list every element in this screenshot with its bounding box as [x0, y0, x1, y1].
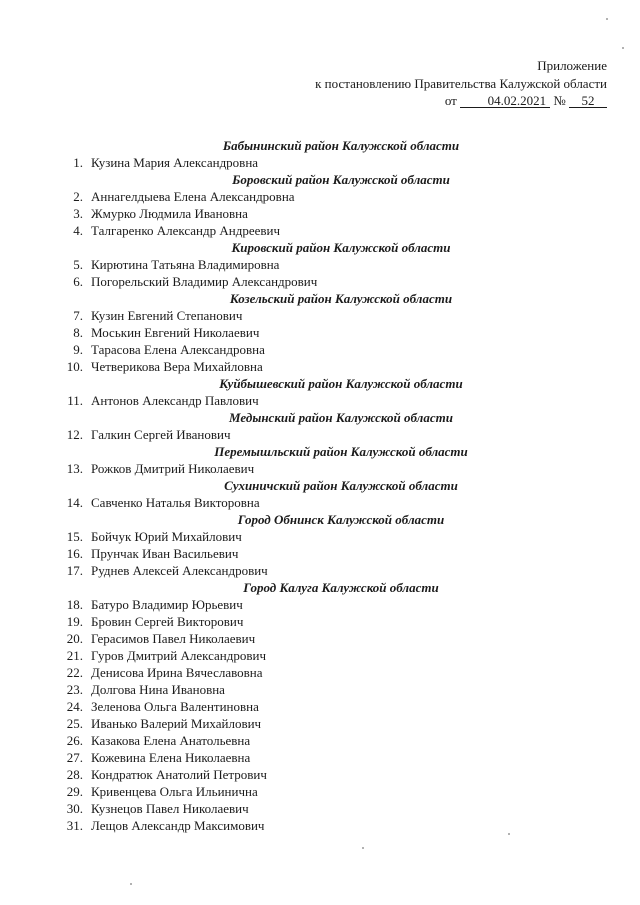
list-item [0, 647, 640, 664]
person-name: Аннагелдыева Елена Александровна [91, 189, 295, 204]
list-item [0, 341, 640, 358]
list-item [0, 562, 640, 579]
list-item [0, 681, 640, 698]
number-label: № [553, 93, 566, 108]
item-number: 29. [66, 784, 83, 799]
item-number: 23. [66, 682, 83, 697]
item-number: 26. [66, 733, 83, 748]
list-item [0, 392, 640, 409]
item-number: 8. [73, 325, 83, 340]
person-name: Бровин Сергей Викторович [91, 614, 244, 629]
item-number: 5. [73, 257, 83, 272]
list-item [0, 426, 640, 443]
scan-speck [606, 18, 608, 20]
district-heading: Куйбышевский район Калужской области [219, 376, 463, 391]
item-number: 11. [67, 393, 83, 408]
list-item [0, 154, 640, 171]
person-name: Погорельский Владимир Александрович [91, 274, 318, 289]
item-number: 6. [73, 274, 83, 289]
list-item [0, 528, 640, 545]
district-heading: Медынский район Калужской области [229, 410, 453, 425]
scan-speck [622, 47, 624, 49]
list-item [0, 307, 640, 324]
list-item [0, 324, 640, 341]
person-name: Зеленова Ольга Валентиновна [91, 699, 259, 714]
nominee-list [0, 137, 640, 834]
district-heading: Козельский район Калужской области [229, 291, 453, 306]
person-name: Тарасова Елена Александровна [91, 342, 265, 357]
document-number: 52 [569, 95, 607, 108]
list-item [0, 545, 640, 562]
person-name: Руднев Алексей Александрович [91, 563, 268, 578]
item-number: 27. [66, 750, 83, 765]
list-item [0, 749, 640, 766]
person-name: Галкин Сергей Иванович [91, 427, 231, 442]
person-name: Жмурко Людмила Ивановна [91, 206, 248, 221]
person-name: Кузина Мария Александровна [91, 155, 259, 170]
list-item [0, 783, 640, 800]
item-number: 31. [66, 818, 83, 833]
list-item [0, 766, 640, 783]
item-number: 22. [66, 665, 83, 680]
scan-speck [362, 847, 364, 849]
scan-speck [130, 883, 132, 885]
list-item [0, 596, 640, 613]
item-number: 18. [66, 597, 83, 612]
item-number: 9. [73, 342, 83, 357]
from-label: от [444, 93, 457, 108]
item-number: 17. [66, 563, 83, 578]
person-name: Кожевина Елена Николаевна [91, 750, 251, 765]
list-item [0, 273, 640, 290]
item-number: 28. [66, 767, 83, 782]
person-name: Батуро Владимир Юрьевич [91, 597, 243, 612]
list-item [0, 494, 640, 511]
item-number: 19. [66, 614, 83, 629]
person-name: Кривенцева Ольга Ильинична [91, 784, 258, 799]
person-name: Талгаренко Александр Андреевич [91, 223, 281, 238]
person-name: Рожков Дмитрий Николаевич [91, 461, 255, 476]
item-number: 2. [73, 189, 83, 204]
person-name: Прунчак Иван Васильевич [91, 546, 239, 561]
person-name: Кузнецов Павел Николаевич [91, 801, 249, 816]
document-date: 04.02.2021 [460, 95, 550, 108]
list-item [0, 205, 640, 222]
person-name: Долгова Нина Ивановна [91, 682, 225, 697]
person-name: Иванько Валерий Михайлович [91, 716, 262, 731]
list-item [0, 222, 640, 239]
person-name: Герасимов Павел Николаевич [91, 631, 256, 646]
item-number: 7. [73, 308, 83, 323]
list-item [0, 460, 640, 477]
item-number: 1. [73, 155, 83, 170]
item-number: 21. [66, 648, 83, 663]
district-heading: Боровский район Калужской области [232, 172, 450, 187]
person-name: Кирютина Татьяна Владимировна [91, 257, 280, 272]
person-name: Четверикова Вера Михайловна [91, 359, 263, 374]
item-number: 15. [66, 529, 83, 544]
list-item [0, 698, 640, 715]
person-name: Гуров Дмитрий Александрович [91, 648, 267, 663]
list-item [0, 188, 640, 205]
list-item [0, 800, 640, 817]
item-number: 24. [66, 699, 83, 714]
person-name: Антонов Александр Павлович [91, 393, 259, 408]
item-number: 3. [73, 206, 83, 221]
item-number: 13. [66, 461, 83, 476]
person-name: Казакова Елена Анатольевна [91, 733, 251, 748]
person-name: Денисова Ирина Вячеславовна [91, 665, 263, 680]
district-heading: Город Калуга Калужской области [243, 580, 439, 595]
list-item [0, 630, 640, 647]
scan-speck [508, 833, 510, 835]
person-name: Лещов Александр Максимович [91, 818, 265, 833]
person-name: Моськин Евгений Николаевич [91, 325, 260, 340]
appendix-subtitle: к постановлению Правительства Калужской области [315, 76, 607, 91]
list-item [0, 613, 640, 630]
list-item [0, 664, 640, 681]
person-name: Кондратюк Анатолий Петрович [91, 767, 267, 782]
item-number: 14. [66, 495, 83, 510]
district-heading: Кировский район Калужской области [231, 240, 451, 255]
district-heading: Перемышльский район Калужской области [214, 444, 468, 459]
list-item [0, 732, 640, 749]
item-number: 12. [66, 427, 83, 442]
appendix-title: Приложение [537, 58, 607, 73]
item-number: 4. [73, 223, 83, 238]
list-item [0, 358, 640, 375]
person-name: Савченко Наталья Викторовна [91, 495, 260, 510]
item-number: 25. [66, 716, 83, 731]
item-number: 10. [66, 359, 83, 374]
appendix-date-line [445, 93, 607, 109]
person-name: Кузин Евгений Степанович [91, 308, 243, 323]
district-heading: Город Обнинск Калужской области [237, 512, 445, 527]
item-number: 20. [66, 631, 83, 646]
item-number: 16. [66, 546, 83, 561]
list-item [0, 715, 640, 732]
district-heading: Бабынинский район Калужской области [222, 138, 460, 153]
item-number: 30. [66, 801, 83, 816]
list-item [0, 256, 640, 273]
district-heading: Сухиничский район Калужской области [224, 478, 458, 493]
list-item [0, 817, 640, 834]
person-name: Бойчук Юрий Михайлович [91, 529, 242, 544]
